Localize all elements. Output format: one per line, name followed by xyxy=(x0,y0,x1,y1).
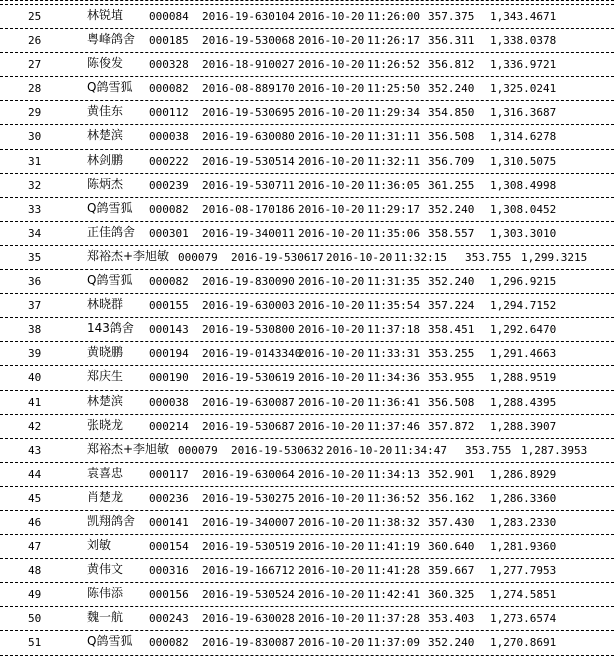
cell-speed: 1,294.7152 xyxy=(490,299,557,313)
cell-time: 11:26:00 xyxy=(367,10,420,23)
cell-time: 11:42:41 xyxy=(367,588,420,602)
cell-name: 肖楚龙 xyxy=(87,489,124,504)
cell-date: 2016-10-20 xyxy=(298,371,365,385)
cell-name: 凯翔鸽舍 xyxy=(87,513,136,528)
cell-date: 2016-10-20 xyxy=(298,106,365,120)
cell-time: 11:37:28 xyxy=(367,612,420,626)
cell-time: 11:29:17 xyxy=(367,202,420,216)
cell-speed: 1,287.3953 xyxy=(521,443,588,457)
cell-ring: 000082 xyxy=(149,275,189,289)
cell-ring: 000082 xyxy=(149,202,189,216)
cell-time: 11:36:52 xyxy=(367,491,420,505)
cell-ring: 000141 xyxy=(149,515,189,529)
cell-dist: 353.955 xyxy=(428,371,475,385)
cell-rank: 42 xyxy=(28,419,42,433)
cell-speed: 1,308.0452 xyxy=(490,202,557,216)
cell-speed: 1,281.9360 xyxy=(490,540,557,554)
cell-rank: 29 xyxy=(28,106,42,120)
cell-dist: 359.667 xyxy=(428,564,475,578)
cell-name: 正佳鸽舍 xyxy=(87,224,136,239)
cell-id: 2016-19-340011 xyxy=(202,226,295,240)
table-row xyxy=(0,391,614,415)
table-row xyxy=(0,487,614,511)
cell-speed: 1,310.5075 xyxy=(490,154,557,168)
cell-id: 2016-19-340007 xyxy=(202,515,295,529)
cell-date: 2016-10-20 xyxy=(298,515,365,529)
cell-rank: 27 xyxy=(28,58,42,72)
cell-ring: 000038 xyxy=(149,130,189,144)
cell-ring: 000239 xyxy=(149,178,189,192)
cell-rank: 41 xyxy=(28,395,42,409)
cell-name: 黄佳东 xyxy=(87,104,124,119)
cell-rank: 45 xyxy=(28,491,42,505)
cell-name: 陈伟添 xyxy=(87,586,124,601)
cell-time: 11:37:18 xyxy=(367,323,420,337)
cell-ring: 000328 xyxy=(149,58,189,72)
table-row xyxy=(0,463,614,487)
cell-ring: 000243 xyxy=(149,612,189,626)
table-row xyxy=(0,439,614,463)
cell-dist: 353.255 xyxy=(428,347,475,361)
cell-name: 魏一航 xyxy=(87,610,124,625)
cell-ring: 000038 xyxy=(149,395,189,409)
cell-dist: 358.557 xyxy=(428,226,475,240)
cell-ring: 000112 xyxy=(149,106,189,120)
cell-id: 2016-19-530711 xyxy=(202,178,295,192)
cell-ring: 000084 xyxy=(149,10,189,23)
table-row xyxy=(0,150,614,174)
cell-date: 2016-10-20 xyxy=(326,250,393,264)
table-row xyxy=(0,342,614,366)
cell-id: 2016-19-530617 xyxy=(231,250,324,264)
cell-ring: 000143 xyxy=(149,323,189,337)
cell-id: 2016-19-630080 xyxy=(202,130,295,144)
cell-id: 2016-19-530695 xyxy=(202,106,295,120)
table-row xyxy=(0,583,614,607)
cell-time: 11:35:06 xyxy=(367,226,420,240)
cell-ring: 000079 xyxy=(178,250,218,264)
cell-time: 11:34:36 xyxy=(367,371,420,385)
cell-time: 11:35:54 xyxy=(367,299,420,313)
table-row xyxy=(0,415,614,439)
cell-ring: 000194 xyxy=(149,347,189,361)
cell-rank: 26 xyxy=(28,34,42,48)
cell-name: 林楚滨 xyxy=(87,128,124,143)
cell-rank: 44 xyxy=(28,467,42,481)
cell-name: 陈俊发 xyxy=(87,56,124,71)
cell-speed: 1,283.2330 xyxy=(490,515,557,529)
cell-dist: 356.508 xyxy=(428,130,475,144)
cell-name: 粤峰鸽舍 xyxy=(87,32,136,47)
cell-time: 11:31:35 xyxy=(367,275,420,289)
cell-time: 11:34:13 xyxy=(367,467,420,481)
cell-rank: 50 xyxy=(28,612,42,626)
cell-date: 2016-10-20 xyxy=(298,226,365,240)
cell-name: 郑裕杰+李旭敏 xyxy=(87,248,170,263)
cell-speed: 1,292.6470 xyxy=(490,323,557,337)
cell-name: Q鸽雪狐 xyxy=(87,273,133,288)
cell-id: 2016-19-830087 xyxy=(202,636,295,650)
cell-rank: 35 xyxy=(28,250,42,264)
cell-time: 11:32:11 xyxy=(367,154,420,168)
cell-date: 2016-10-20 xyxy=(298,636,365,650)
cell-date: 2016-10-20 xyxy=(298,540,365,554)
cell-time: 11:33:31 xyxy=(367,347,420,361)
cell-time: 11:34:47 xyxy=(394,443,447,457)
cell-date: 2016-10-20 xyxy=(298,347,365,361)
table-row xyxy=(0,222,614,246)
cell-dist: 352.240 xyxy=(428,202,475,216)
table-row xyxy=(0,270,614,294)
cell-id: 2016-19-530687 xyxy=(202,419,295,433)
cell-dist: 360.640 xyxy=(428,540,475,554)
table-row xyxy=(0,559,614,583)
cell-ring: 000079 xyxy=(178,443,218,457)
cell-ring: 000236 xyxy=(149,491,189,505)
cell-id: 2016-19-530519 xyxy=(202,540,295,554)
cell-name: 刘敏 xyxy=(87,538,112,553)
cell-name: 陈炳杰 xyxy=(87,176,124,191)
cell-ring: 000155 xyxy=(149,299,189,313)
cell-id: 2016-18-910027 xyxy=(202,58,295,72)
cell-speed: 1,288.9519 xyxy=(490,371,557,385)
cell-dist: 356.812 xyxy=(428,58,475,72)
cell-ring: 000082 xyxy=(149,82,189,96)
cell-ring: 000185 xyxy=(149,34,189,48)
cell-speed: 1,286.8929 xyxy=(490,467,557,481)
table-row xyxy=(0,511,614,535)
cell-name: Q鸽雪狐 xyxy=(87,200,133,215)
cell-dist: 361.255 xyxy=(428,178,475,192)
cell-date: 2016-10-20 xyxy=(298,588,365,602)
cell-rank: 33 xyxy=(28,202,42,216)
cell-date: 2016-10-20 xyxy=(298,82,365,96)
cell-speed: 1,296.9215 xyxy=(490,275,557,289)
cell-speed: 1,273.6574 xyxy=(490,612,557,626)
cell-date: 2016-10-20 xyxy=(298,58,365,72)
cell-time: 11:41:19 xyxy=(367,540,420,554)
cell-dist: 356.508 xyxy=(428,395,475,409)
cell-date: 2016-10-20 xyxy=(298,34,365,48)
cell-dist: 353.755 xyxy=(465,250,512,264)
cell-rank: 49 xyxy=(28,588,42,602)
cell-time: 11:37:09 xyxy=(367,636,420,650)
cell-dist: 356.162 xyxy=(428,491,475,505)
cell-name: 林晓群 xyxy=(87,297,124,312)
table-row xyxy=(0,77,614,101)
cell-name: Q鸽雪狐 xyxy=(87,634,133,649)
cell-time: 11:26:17 xyxy=(367,34,420,48)
cell-id: 2016-19-530800 xyxy=(202,323,295,337)
cell-date: 2016-10-20 xyxy=(298,10,365,23)
cell-rank: 40 xyxy=(28,371,42,385)
cell-dist: 357.872 xyxy=(428,419,475,433)
table-row xyxy=(0,246,614,270)
cell-dist: 354.850 xyxy=(428,106,475,120)
cell-ring: 000117 xyxy=(149,467,189,481)
table-row xyxy=(0,198,614,222)
cell-speed: 1,308.4998 xyxy=(490,178,557,192)
table-row xyxy=(0,174,614,198)
cell-speed: 1,338.0378 xyxy=(490,34,557,48)
cell-rank: 43 xyxy=(28,443,42,457)
cell-speed: 1,325.0241 xyxy=(490,82,557,96)
cell-dist: 352.240 xyxy=(428,82,475,96)
cell-id: 2016-19-530632 xyxy=(231,443,324,457)
cell-date: 2016-10-20 xyxy=(298,323,365,337)
cell-time: 11:36:41 xyxy=(367,395,420,409)
cell-id: 2016-19-630064 xyxy=(202,467,295,481)
cell-speed: 1,336.9721 xyxy=(490,58,557,72)
cell-ring: 000190 xyxy=(149,371,189,385)
cell-dist: 352.240 xyxy=(428,636,475,650)
cell-ring: 000154 xyxy=(149,540,189,554)
cell-ring: 000082 xyxy=(149,636,189,650)
cell-ring: 000301 xyxy=(149,226,189,240)
cell-rank: 32 xyxy=(28,178,42,192)
cell-dist: 357.224 xyxy=(428,299,475,313)
cell-time: 11:31:11 xyxy=(367,130,420,144)
cell-date: 2016-10-20 xyxy=(298,395,365,409)
cell-date: 2016-10-20 xyxy=(298,275,365,289)
cell-date: 2016-10-20 xyxy=(298,299,365,313)
cell-dist: 357.430 xyxy=(428,515,475,529)
cell-date: 2016-10-20 xyxy=(326,443,393,457)
cell-dist: 358.451 xyxy=(428,323,475,337)
cell-rank: 31 xyxy=(28,154,42,168)
cell-name: 袁喜忠 xyxy=(87,465,124,480)
cell-rank: 36 xyxy=(28,275,42,289)
cell-time: 11:29:34 xyxy=(367,106,420,120)
cell-date: 2016-10-20 xyxy=(298,491,365,505)
cell-speed: 1,299.3215 xyxy=(521,250,588,264)
cell-speed: 1,274.5851 xyxy=(490,588,557,602)
cell-name: 张晓龙 xyxy=(87,417,124,432)
cell-rank: 25 xyxy=(28,10,42,23)
cell-speed: 1,270.8691 xyxy=(490,636,557,650)
cell-time: 11:32:15 xyxy=(394,250,447,264)
cell-speed: 1,286.3360 xyxy=(490,491,557,505)
cell-dist: 352.240 xyxy=(428,275,475,289)
cell-name: 郑裕杰+李旭敏 xyxy=(87,441,170,456)
cell-rank: 46 xyxy=(28,515,42,529)
cell-ring: 000214 xyxy=(149,419,189,433)
cell-dist: 352.901 xyxy=(428,467,475,481)
table-row xyxy=(0,294,614,318)
table-row xyxy=(0,101,614,125)
cell-dist: 357.375 xyxy=(428,10,475,23)
table-row xyxy=(0,607,614,631)
cell-id: 2016-19-630087 xyxy=(202,395,295,409)
table-row xyxy=(0,29,614,53)
cell-time: 11:37:46 xyxy=(367,419,420,433)
cell-id: 2016-19-530524 xyxy=(202,588,295,602)
cell-date: 2016-10-20 xyxy=(298,564,365,578)
cell-id: 2016-08-889170 xyxy=(202,82,295,96)
cell-date: 2016-10-20 xyxy=(298,612,365,626)
cell-speed: 1,316.3687 xyxy=(490,106,557,120)
cell-time: 11:38:32 xyxy=(367,515,420,529)
cell-dist: 353.755 xyxy=(465,443,512,457)
cell-date: 2016-10-20 xyxy=(298,419,365,433)
table-row xyxy=(0,53,614,77)
cell-name: 林锐埴 xyxy=(87,8,124,22)
cell-speed: 1,303.3010 xyxy=(490,226,557,240)
cell-id: 2016-19-530619 xyxy=(202,371,295,385)
cell-date: 2016-10-20 xyxy=(298,154,365,168)
cell-id: 2016-19-166712 xyxy=(202,564,295,578)
cell-name: 黄晓鹏 xyxy=(87,345,124,360)
cell-name: 林楚滨 xyxy=(87,393,124,408)
cell-id: 2016-19-630104 xyxy=(202,10,295,23)
cell-speed: 1,343.4671 xyxy=(490,10,557,23)
cell-ring: 000222 xyxy=(149,154,189,168)
cell-speed: 1,288.4395 xyxy=(490,395,557,409)
cell-id: 2016-19-530514 xyxy=(202,154,295,168)
cell-rank: 37 xyxy=(28,299,42,313)
cell-id: 2016-19-630028 xyxy=(202,612,295,626)
cell-date: 2016-10-20 xyxy=(298,178,365,192)
cell-id: 2016-08-170186 xyxy=(202,202,295,216)
cell-ring: 000156 xyxy=(149,588,189,602)
cell-dist: 356.709 xyxy=(428,154,475,168)
cell-date: 2016-10-20 xyxy=(298,467,365,481)
cell-id: 2016-19-0143340 xyxy=(202,347,302,361)
cell-dist: 360.325 xyxy=(428,588,475,602)
cell-speed: 1,288.3907 xyxy=(490,419,557,433)
table-row xyxy=(0,535,614,559)
cell-name: 郑庆生 xyxy=(87,369,124,384)
cell-rank: 48 xyxy=(28,564,42,578)
cell-date: 2016-10-20 xyxy=(298,202,365,216)
cell-time: 11:26:52 xyxy=(367,58,420,72)
cell-speed: 1,291.4663 xyxy=(490,347,557,361)
cell-rank: 30 xyxy=(28,130,42,144)
cell-name: 143鸽舍 xyxy=(87,321,134,336)
cell-rank: 38 xyxy=(28,323,42,337)
cell-time: 11:36:05 xyxy=(367,178,420,192)
cell-rank: 39 xyxy=(28,347,42,361)
cell-id: 2016-19-830090 xyxy=(202,275,295,289)
cell-id: 2016-19-530068 xyxy=(202,34,295,48)
cell-id: 2016-19-530275 xyxy=(202,491,295,505)
table-row xyxy=(0,318,614,342)
cell-name: 黄伟文 xyxy=(87,562,124,577)
cell-dist: 356.311 xyxy=(428,34,475,48)
table-row xyxy=(0,125,614,149)
cell-time: 11:41:28 xyxy=(367,564,420,578)
cell-time: 11:25:50 xyxy=(367,82,420,96)
cell-ring: 000316 xyxy=(149,564,189,578)
cell-rank: 34 xyxy=(28,226,42,240)
cell-speed: 1,314.6278 xyxy=(490,130,557,144)
table-row xyxy=(0,5,614,29)
cell-date: 2016-10-20 xyxy=(298,130,365,144)
cell-speed: 1,277.7953 xyxy=(490,564,557,578)
cell-rank: 47 xyxy=(28,540,42,554)
cell-rank: 28 xyxy=(28,82,42,96)
cell-rank: 51 xyxy=(28,636,42,650)
cell-dist: 353.403 xyxy=(428,612,475,626)
table-row xyxy=(0,366,614,390)
cell-name: 林剑鹏 xyxy=(87,152,124,167)
cell-name: Q鸽雪狐 xyxy=(87,80,133,95)
cell-id: 2016-19-630003 xyxy=(202,299,295,313)
